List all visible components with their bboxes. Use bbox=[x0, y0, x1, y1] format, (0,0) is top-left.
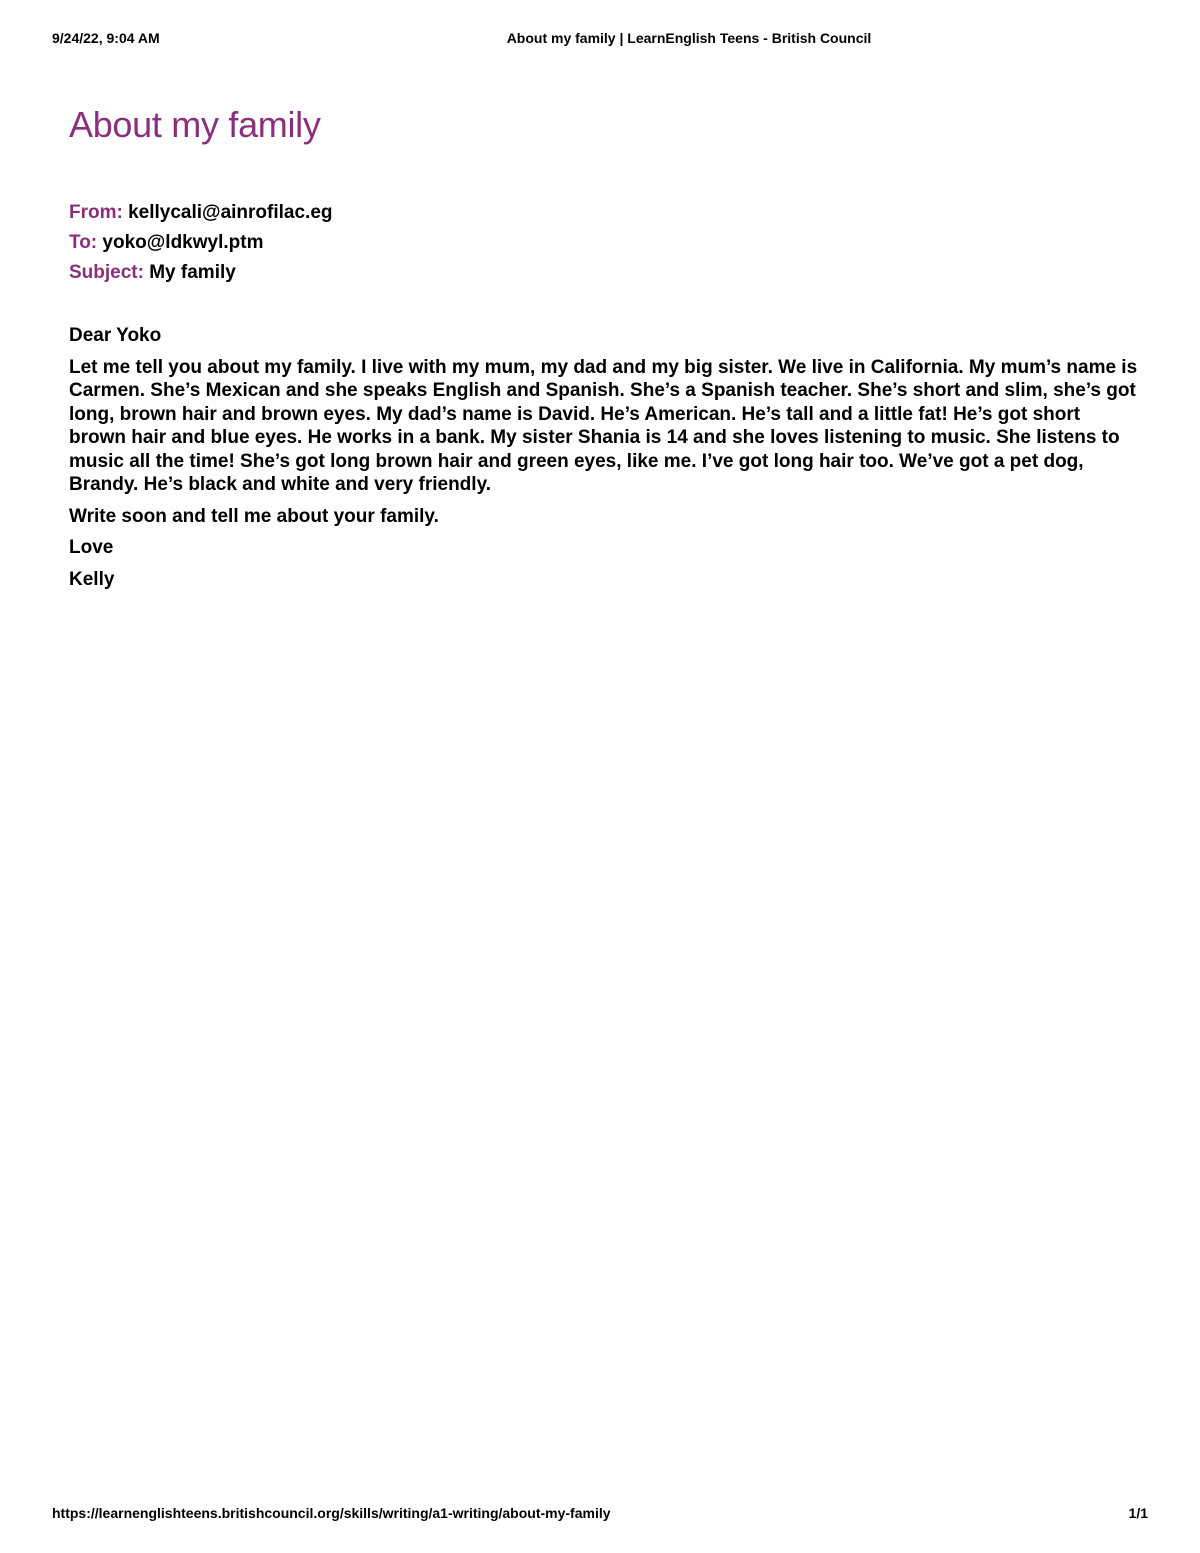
print-datetime: 9/24/22, 9:04 AM bbox=[52, 30, 160, 46]
print-url: https://learnenglishteens.britishcouncil.org/skills/writing/a1-writing/about-my-family bbox=[52, 1505, 611, 1521]
email-meta bbox=[69, 198, 1139, 288]
from-label: From: bbox=[69, 202, 123, 223]
email-to-line bbox=[69, 228, 1139, 258]
page-title: About my family bbox=[69, 104, 321, 145]
to-value: yoko@ldkwyl.ptm bbox=[102, 232, 264, 253]
main-paragraph: Let me tell you about my family. I live with my mum, my dad and my big sister. We live in California. My mum’s name is Carmen. She’s Mexican and she speaks English and Spanish. She’s a Spanish teacher. She’s short and slim, she’s got long, brown hair and brown eyes. My dad’s name is David. He’s American. He’s tall and a little fat! He’s got short brown hair and blue eyes. He works in a bank. My sister Shania is 14 and she loves listening to music. She listens to music all the time! She’s got long brown hair and green eyes, like me. I’ve got long hair too. We’ve got a pet dog, Brandy. He’s black and white and very friendly. bbox=[69, 356, 1138, 495]
closing-line: Write soon and tell me about your family. bbox=[69, 505, 439, 527]
print-page-title: About my family | LearnEnglish Teens - British Council bbox=[506, 30, 872, 46]
print-header bbox=[52, 30, 1148, 50]
sign-off: Love bbox=[69, 537, 114, 558]
email-body bbox=[69, 324, 1139, 591]
from-value: kellycali@ainrofilac.eg bbox=[128, 202, 333, 223]
greeting: Dear Yoko bbox=[69, 325, 162, 346]
print-page-number: 1/1 bbox=[1128, 1505, 1148, 1521]
subject-label: Subject: bbox=[69, 262, 144, 283]
subject-value: My family bbox=[149, 262, 236, 283]
to-label: To: bbox=[69, 232, 98, 253]
email-subject-line bbox=[69, 258, 1139, 288]
print-footer bbox=[52, 1505, 1148, 1525]
article bbox=[69, 104, 1139, 599]
signature: Kelly bbox=[69, 568, 115, 590]
email-from-line bbox=[69, 198, 1139, 228]
